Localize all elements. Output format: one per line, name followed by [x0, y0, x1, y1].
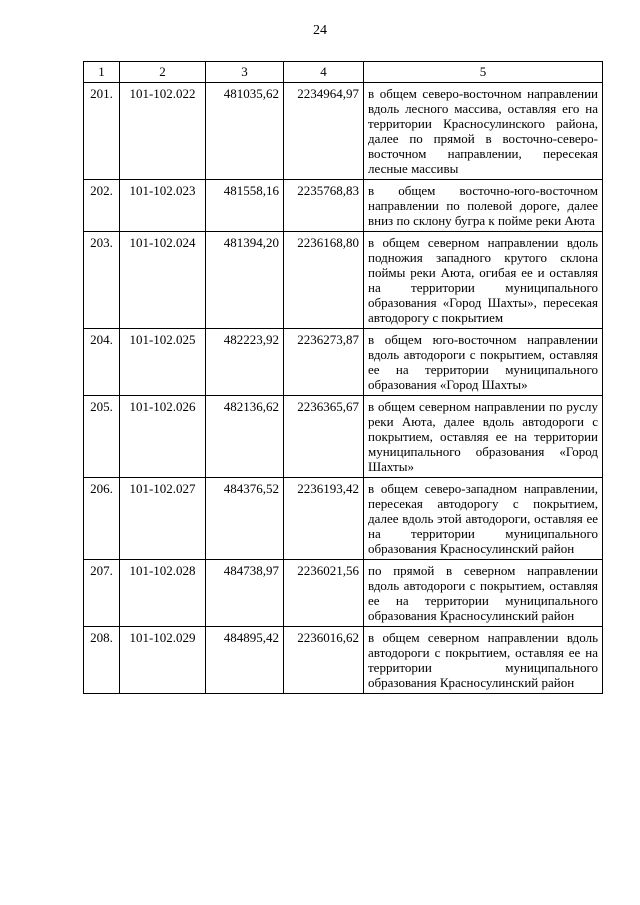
coord-x: 481558,16 [206, 180, 284, 232]
point-code: 101-102.028 [120, 560, 206, 627]
coord-x: 482136,62 [206, 396, 284, 478]
coord-y: 2236365,67 [284, 396, 364, 478]
point-code: 101-102.024 [120, 232, 206, 329]
table-row [84, 560, 603, 627]
table-row [84, 627, 603, 694]
coord-x: 484738,97 [206, 560, 284, 627]
boundary-description: в общем восточно-юго-восточном направлении по полевой дороге, далее вниз по склону бугра к пойме реки Аюта [364, 180, 603, 232]
coord-y: 2236273,87 [284, 329, 364, 396]
row-number: 205. [84, 396, 120, 478]
row-number: 207. [84, 560, 120, 627]
table-header-row [84, 62, 603, 83]
point-code: 101-102.027 [120, 478, 206, 560]
boundary-description: в общем юго-восточном направлении вдоль автодороги с покрытием, оставляя ее на территории муниципального образования «Город Шахты» [364, 329, 603, 396]
boundary-description: в общем северо-западном направлении, пересекая автодорогу с покрытием, далее вдоль этой автодороги, оставляя ее на территории муниципального образования Красносулинский район [364, 478, 603, 560]
header-col-4: 4 [284, 62, 364, 83]
boundary-table [83, 61, 603, 694]
header-col-2: 2 [120, 62, 206, 83]
boundary-description: в общем северном направлении вдоль автодороги с покрытием, оставляя ее на территории муниципального образования Красносулинский район [364, 627, 603, 694]
point-code: 101-102.026 [120, 396, 206, 478]
point-code: 101-102.023 [120, 180, 206, 232]
coord-x: 481394,20 [206, 232, 284, 329]
point-code: 101-102.025 [120, 329, 206, 396]
table-row [84, 83, 603, 180]
coord-y: 2236021,56 [284, 560, 364, 627]
coord-y: 2236168,80 [284, 232, 364, 329]
coord-y: 2234964,97 [284, 83, 364, 180]
row-number: 206. [84, 478, 120, 560]
point-code: 101-102.029 [120, 627, 206, 694]
coord-y: 2235768,83 [284, 180, 364, 232]
header-col-1: 1 [84, 62, 120, 83]
boundary-description: в общем северо-восточном направлении вдоль лесного массива, оставляя его на территории Красносулинского района, далее по прямой в восточно-северо-восточном направлении, пересекая лесные массивы [364, 83, 603, 180]
boundary-description: по прямой в северном направлении вдоль автодороги с покрытием, оставляя ее на территории муниципального образования Красносулинский район [364, 560, 603, 627]
coord-x: 484895,42 [206, 627, 284, 694]
coord-x: 481035,62 [206, 83, 284, 180]
header-col-3: 3 [206, 62, 284, 83]
boundary-description: в общем северном направлении вдоль подножия западного крутого склона поймы реки Аюта, огибая ее и оставляя на территории муниципального образования «Город Шахты», пересекая автодорогу с покрытием [364, 232, 603, 329]
row-number: 208. [84, 627, 120, 694]
coord-y: 2236016,62 [284, 627, 364, 694]
point-code: 101-102.022 [120, 83, 206, 180]
table-row [84, 396, 603, 478]
coord-x: 484376,52 [206, 478, 284, 560]
boundary-description: в общем северном направлении по руслу реки Аюта, далее вдоль автодороги с покрытием, оставляя ее на территории муниципального образования «Город Шахты» [364, 396, 603, 478]
table-row [84, 478, 603, 560]
table-row [84, 329, 603, 396]
row-number: 202. [84, 180, 120, 232]
coord-x: 482223,92 [206, 329, 284, 396]
page-number: 24 [313, 23, 327, 38]
row-number: 203. [84, 232, 120, 329]
row-number: 201. [84, 83, 120, 180]
table-row [84, 180, 603, 232]
header-col-5: 5 [364, 62, 603, 83]
coord-y: 2236193,42 [284, 478, 364, 560]
row-number: 204. [84, 329, 120, 396]
table-row [84, 232, 603, 329]
